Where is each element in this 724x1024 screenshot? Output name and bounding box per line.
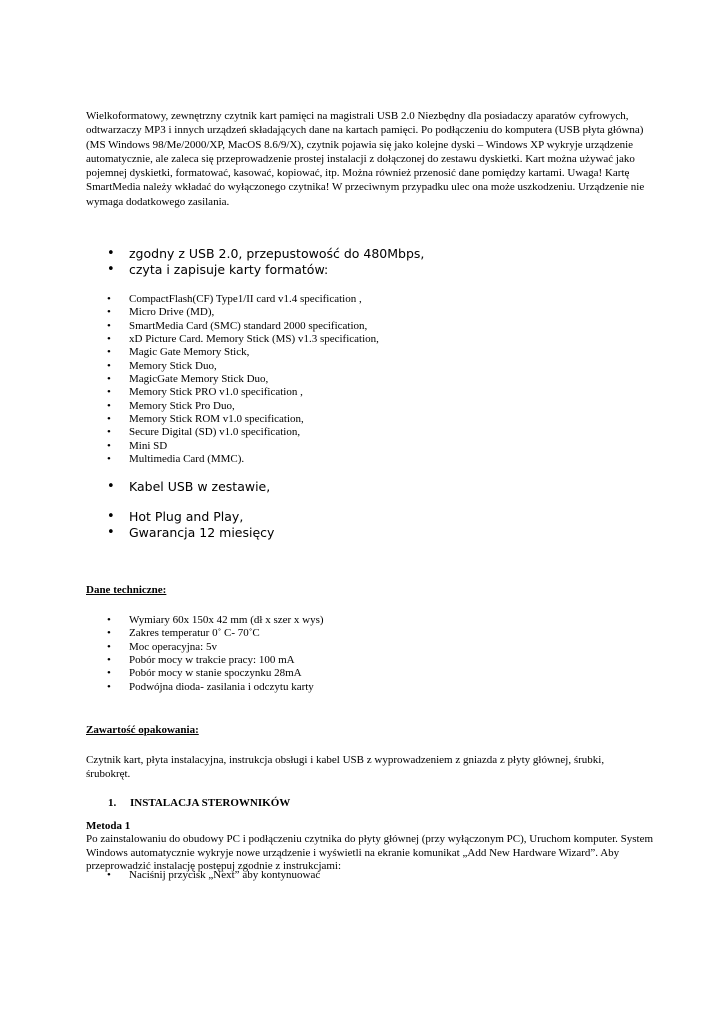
tech-specs-list [86,614,324,694]
method-paragraph: Po zainstalowaniu do obudowy PC i podłączeniu czytnika do płyty głównej (przy wyłączonym PC), Uruchom komputer. System Windows automatycznie wykryje nowe urządzenie i wyświetli na ekranie komunikat „Add New Hardware Wizard”. Aby przeprowadzić instalację postępuj zgodnie z instrukcjami: [86,833,654,872]
list-item: • CompactFlash(CF) Type1/II card v1.4 specification , [86,293,379,306]
list-item: • Naciśnij przycisk „Next” aby kontynuować [86,869,320,882]
list-item: • Memory Stick PRO v1.0 specification , [86,386,379,399]
list-item: • Memory Stick ROM v1.0 specification, [86,413,379,426]
list-item: • MagicGate Memory Stick Duo, [86,373,379,386]
list-item: • Hot Plug and Play, [86,509,274,525]
list-item: • zgodny z USB 2.0, przepustowość do 480Mbps, [86,246,424,262]
features-list-top [86,246,424,277]
package-heading: Zawartość opakowania: [86,724,199,736]
list-item: • xD Picture Card. Memory Stick (MS) v1.3 specification, [86,333,379,346]
list-item: • Multimedia Card (MMC). [86,453,379,466]
list-item: • Moc operacyjna: 5v [86,641,324,654]
list-item: • Podwójna dioda- zasilania i odczytu karty [86,681,324,694]
list-item: • Secure Digital (SD) v1.0 specification, [86,426,379,439]
section-title: INSTALACJA STEROWNIKÓW [130,797,291,809]
list-item: • Gwarancja 12 miesięcy [86,525,274,541]
features-list-cable [86,479,270,495]
card-formats-list [86,293,379,466]
list-item: • Magic Gate Memory Stick, [86,346,379,359]
section-number: 1. [108,797,117,809]
features-list-bottom [86,509,274,540]
list-item: • Mini SD [86,440,379,453]
list-item: • czyta i zapisuje karty formatów: [86,262,424,278]
list-item: • Pobór mocy w stanie spoczynku 28mA [86,667,324,680]
list-item: • Kabel USB w zestawie, [86,479,270,495]
method-steps-list [86,869,320,882]
method-heading: Metoda 1 [86,820,131,832]
list-item: • SmartMedia Card (SMC) standard 2000 specification, [86,320,379,333]
list-item: • Wymiary 60x 150x 42 mm (dł x szer x wys) [86,614,324,627]
list-item: • Memory Stick Pro Duo, [86,400,379,413]
tech-specs-heading: Dane techniczne: [86,584,167,596]
list-item: • Zakres temperatur 0˚ C- 70˚C [86,627,324,640]
intro-paragraph: Wielkoformatowy, zewnętrzny czytnik kart pamięci na magistrali USB 2.0 Niezbędny dla posiadaczy aparatów cyfrowych, odtwarzaczy MP3 i innych urządzeń składających dane na kartach pamięci. Po podłączeniu do komputera (USB płyta główna) (MS Windows 98/Me/2000/XP, MacOS 8.6/9/X), czytnik pojawia się jako kolejne dyski – Windows XP wykryje urządzenie automatycznie, ale zaleca się przeprowadzenie prostej instalacji z dołączonej do zestawu dyskietki. Kart można używać jako pojemnej dyskietki, formatować, kasować, kopiować, itp. Można również przenosić dane pomiędzy kartami. Uwaga! Kartę SmartMedia należy wkładać do wyłączonego czytnika! W przeciwnym przypadku ulec ona może uszkodzeniu. Urządzenie nie wymaga dodatkowego zasilania. [86,110,645,208]
list-item: • Micro Drive (MD), [86,306,379,319]
list-item: • Pobór mocy w trakcie pracy: 100 mA [86,654,324,667]
list-item: • Memory Stick Duo, [86,360,379,373]
section-heading [108,797,290,809]
package-paragraph: Czytnik kart, płyta instalacyjna, instrukcja obsługi i kabel USB z wyprowadzeniem z gniazda z płyty głównej, śrubki, śrubokręt. [86,754,605,780]
